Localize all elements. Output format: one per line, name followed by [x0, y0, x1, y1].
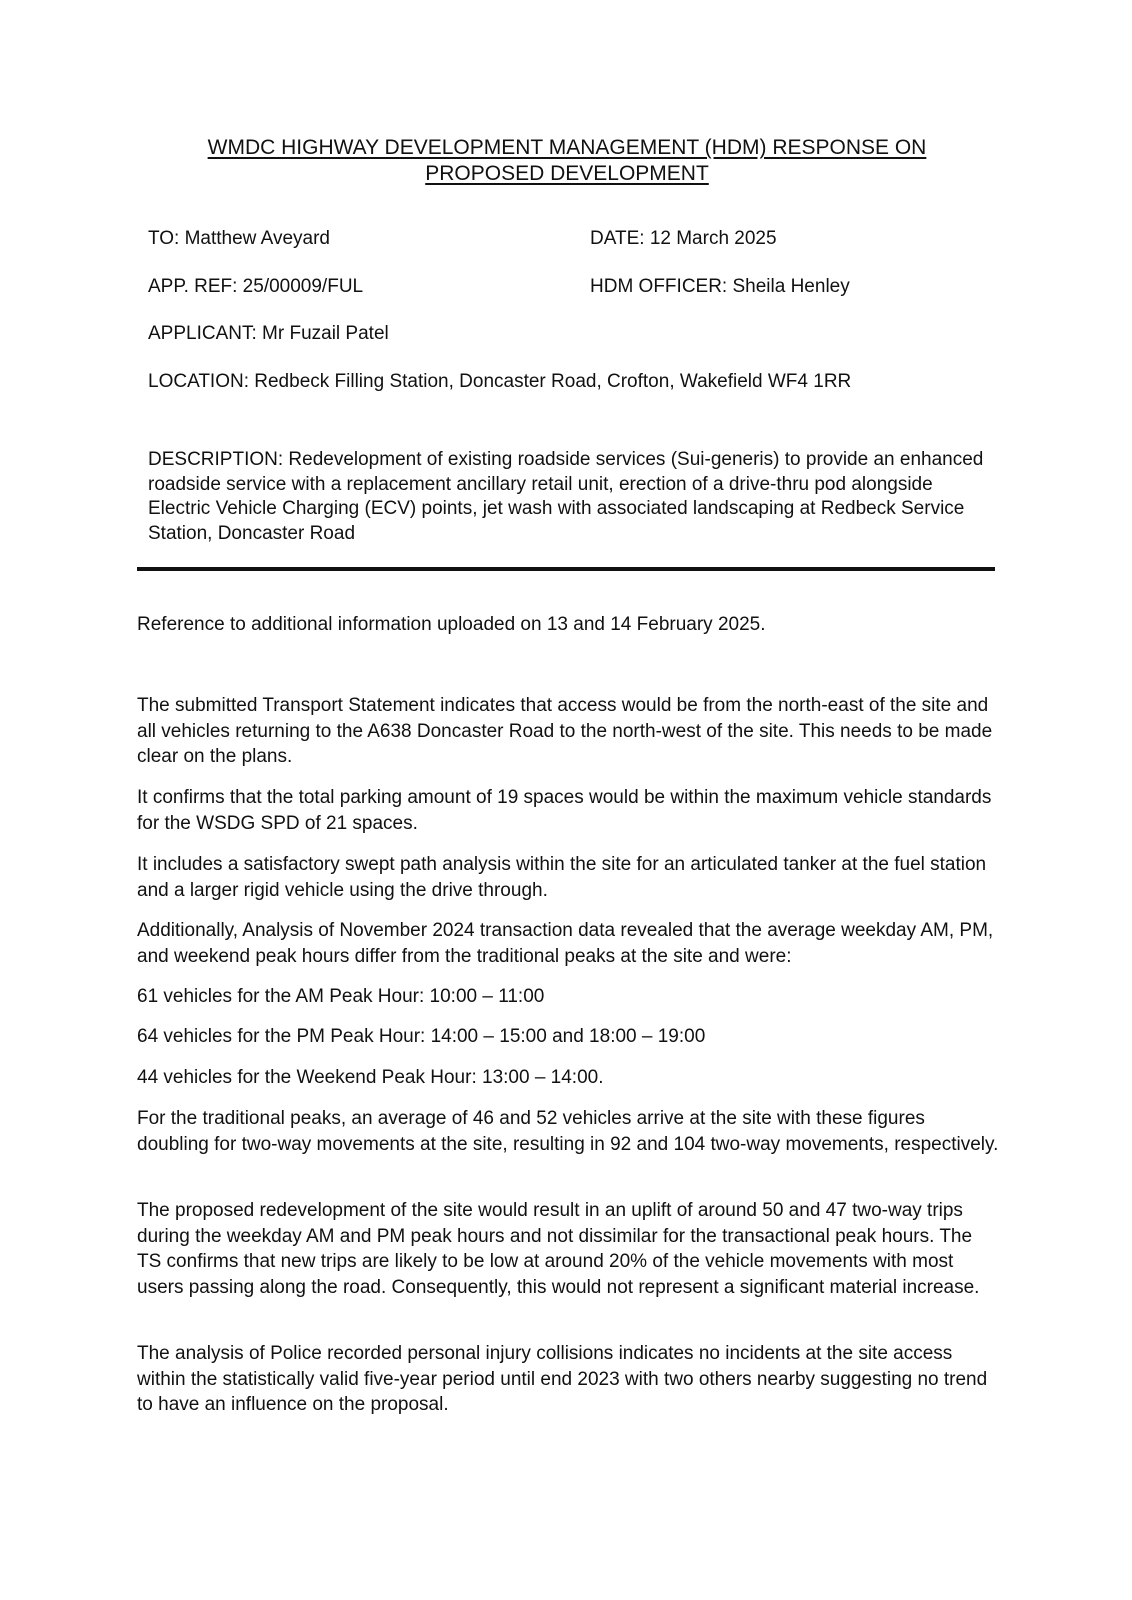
title-line-2: PROPOSED DEVELOPMENT: [425, 162, 709, 185]
reference-paragraph: Reference to additional information uploaded on 13 and 14 February 2025.: [137, 614, 766, 635]
list-item-weekend-peak: 44 vehicles for the Weekend Peak Hour: 13:00 – 14:00.: [137, 1067, 604, 1088]
applicant-field: APPLICANT: Mr Fuzail Patel: [148, 323, 389, 344]
title-line-1: WMDC HIGHWAY DEVELOPMENT MANAGEMENT (HDM) RESPONSE ON: [207, 136, 927, 159]
hdm-officer-field: HDM OFFICER: Sheila Henley: [590, 276, 850, 297]
description-field: DESCRIPTION: Redevelopment of existing roadside services (Sui-generis) to provide an enhanced roadside service with a replacement ancillary retail unit, erection of a drive-thru pod alongside Electric Vehicle Charging (ECV) points, jet wash with associated landscaping at Redbeck Service Station, Doncaster Road: [148, 449, 984, 544]
paragraph-access: The submitted Transport Statement indicates that access would be from the north-east of the site and all vehicles returning to the A638 Doncaster Road to the north-west of the site. This needs to be made clear on the plans.: [137, 695, 993, 767]
paragraph-redevelopment-uplift: The proposed redevelopment of the site would result in an uplift of around 50 and 47 two-way trips during the weekday AM and PM peak hours and not dissimilar for the transactional peak hours. The TS confirms that new trips are likely to be low at around 20% of the vehicle movements with most users passing along the road. Consequently, this would not represent a significant material increase.: [137, 1200, 980, 1298]
date-field: DATE: 12 March 2025: [590, 228, 777, 249]
paragraph-traditional-peaks: For the traditional peaks, an average of 46 and 52 vehicles arrive at the site with these figures doubling for two-way movements at the site, resulting in 92 and 104 two-way movements, respectively.: [137, 1108, 999, 1155]
list-item-pm-peak: 64 vehicles for the PM Peak Hour: 14:00 – 15:00 and 18:00 – 19:00: [137, 1026, 706, 1047]
list-item-am-peak: 61 vehicles for the AM Peak Hour: 10:00 – 11:00: [137, 986, 545, 1007]
page-title: [137, 135, 997, 187]
paragraph-collisions: The analysis of Police recorded personal injury collisions indicates no incidents at the site access within the statistically valid five-year period until end 2023 with two others nearby suggesting no trend to have an influence on the proposal.: [137, 1343, 988, 1415]
to-field: TO: Matthew Aveyard: [148, 228, 330, 249]
paragraph-transaction-data: Additionally, Analysis of November 2024 transaction data revealed that the average weekday AM, PM, and weekend peak hours differ from the traditional peaks at the site and were:: [137, 920, 994, 967]
section-divider: [137, 567, 995, 571]
app-ref-field: APP. REF: 25/00009/FUL: [148, 276, 364, 297]
paragraph-parking: It confirms that the total parking amount of 19 spaces would be within the maximum vehicle standards for the WSDG SPD of 21 spaces.: [137, 787, 992, 834]
location-field: LOCATION: Redbeck Filling Station, Doncaster Road, Crofton, Wakefield WF4 1RR: [148, 371, 852, 392]
paragraph-swept-path: It includes a satisfactory swept path analysis within the site for an articulated tanker at the fuel station and a larger rigid vehicle using the drive through.: [137, 854, 987, 901]
